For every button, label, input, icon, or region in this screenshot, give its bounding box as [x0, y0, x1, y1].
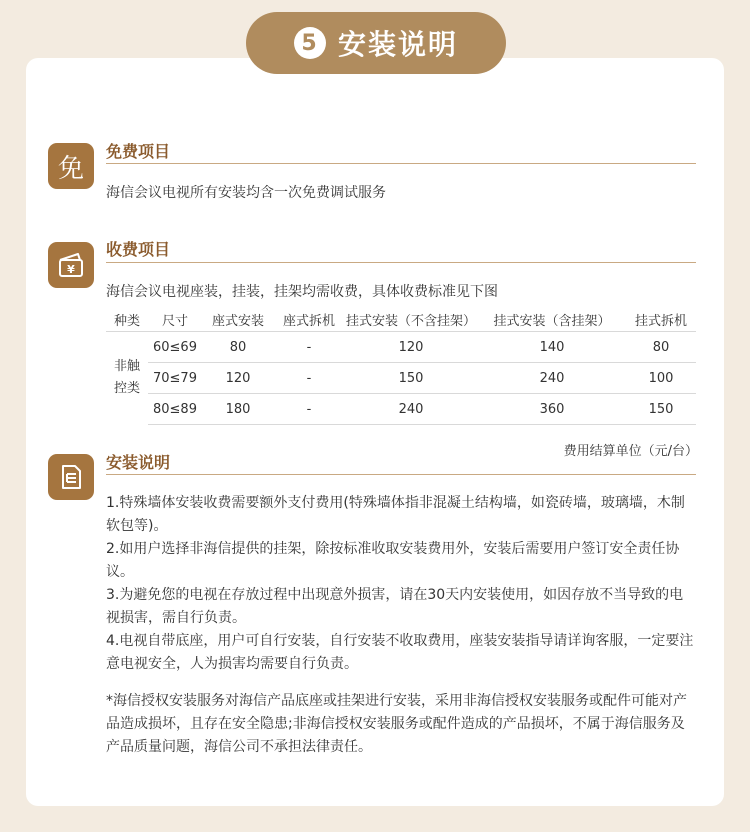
paid-section-title: 收费项目	[106, 240, 171, 259]
install-note: 3.为避免您的电视在存放过程中出现意外损害，请在30天内安装使用，如因存放不当导致的电视损害，需自行负责。	[106, 587, 684, 626]
table-row	[106, 363, 696, 394]
install-notes	[106, 492, 696, 676]
table-cell: 120	[202, 363, 274, 394]
table-cell: 100	[626, 363, 696, 394]
section-title-banner	[246, 12, 506, 74]
table-cell: 70≤79	[148, 363, 202, 394]
column-header: 挂式安装（含挂架）	[478, 307, 626, 332]
column-header: 尺寸	[148, 307, 202, 332]
table-header-row	[106, 307, 696, 332]
wallet-yen-icon	[48, 242, 94, 288]
step-number-badge: 5	[294, 27, 326, 59]
table-cell: -	[274, 363, 344, 394]
banner-title: 安装说明	[337, 28, 458, 61]
column-header: 座式拆机	[274, 307, 344, 332]
category-cell: 非触 控类	[113, 359, 140, 397]
free-section-text: 海信会议电视所有安装均含一次免费调试服务	[106, 185, 386, 201]
table-cell: 240	[478, 363, 626, 394]
column-header: 挂式安装（不含挂架）	[344, 307, 478, 332]
table-cell: 240	[344, 394, 478, 425]
table-cell: -	[274, 394, 344, 425]
document-icon	[48, 454, 94, 500]
disclaimer: *海信授权安装服务对海信产品底座或挂架进行安装，采用非海信授权安装服务或配件可能对产品造成损坏，且存在安全隐患;非海信授权安装服务或配件造成的产品损坏，不属于海信服务及产品质量问题，海信公司不承担法律责任。	[106, 693, 687, 755]
table-cell: 140	[478, 332, 626, 363]
table-row	[106, 394, 696, 425]
free-section-title: 免费项目	[106, 142, 171, 161]
column-header: 种类	[106, 307, 148, 332]
table-row	[106, 332, 696, 363]
table-cell: 80≤89	[148, 394, 202, 425]
paid-section-intro: 海信会议电视座装，挂装，挂架均需收费，具体收费标准见下图	[106, 284, 498, 300]
table-cell: 60≤69	[148, 332, 202, 363]
column-header: 座式安装	[202, 307, 274, 332]
unit-note: 费用结算单位（元/台）	[563, 444, 698, 459]
table-cell: 150	[344, 363, 478, 394]
install-section-divider	[106, 474, 696, 475]
free-section-divider	[106, 163, 696, 164]
table-cell: 150	[626, 394, 696, 425]
svg-text:¥: ¥	[67, 263, 75, 276]
install-note: 4.电视自带底座，用户可自行安装，自行安装不收取费用，座装安装指导请详询客服，一定要注意电视安全，人为损害均需要自行负责。	[106, 633, 694, 672]
table-cell: -	[274, 332, 344, 363]
free-icon: 免	[48, 143, 94, 189]
table-cell: 120	[344, 332, 478, 363]
install-section-title: 安装说明	[106, 453, 171, 472]
table-cell: 180	[202, 394, 274, 425]
table-cell: 80	[202, 332, 274, 363]
paid-section-divider	[106, 262, 696, 263]
column-header: 挂式拆机	[626, 307, 696, 332]
table-cell: 360	[478, 394, 626, 425]
install-note: 2.如用户选择非海信提供的挂架，除按标准收取安装费用外，安装后需要用户签订安全责任协议。	[106, 541, 680, 580]
fee-table	[106, 307, 696, 425]
table-cell: 80	[626, 332, 696, 363]
install-note: 1.特殊墙体安装收费需要额外支付费用(特殊墙体指非混凝土结构墙，如瓷砖墙，玻璃墙，木制软包等)。	[106, 495, 685, 534]
